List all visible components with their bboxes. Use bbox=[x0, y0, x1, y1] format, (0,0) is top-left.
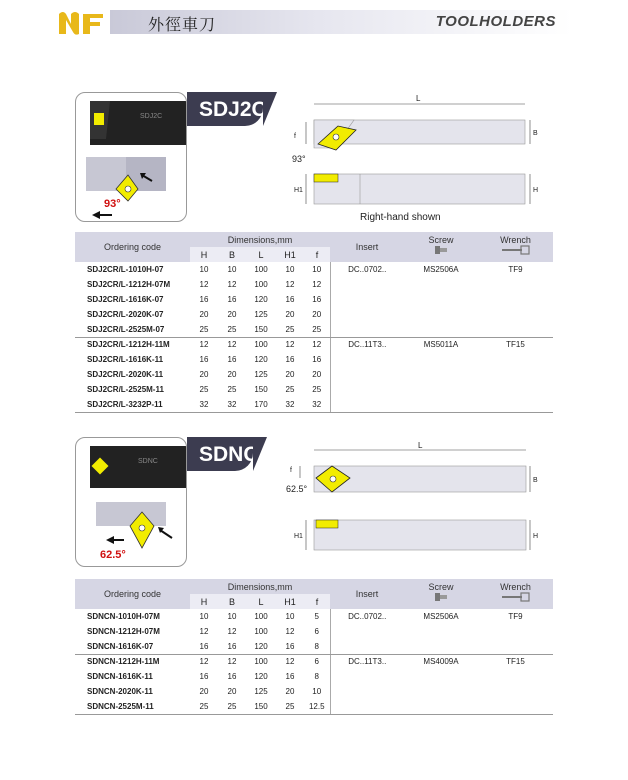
table-row bbox=[75, 382, 553, 397]
dimension-cell: 100 bbox=[254, 340, 268, 350]
dimension-cell: 5 bbox=[314, 612, 319, 621]
sdj2c-col-insert: Insert bbox=[330, 232, 404, 262]
dimension-cell: 20 bbox=[285, 310, 295, 319]
sdj2c-col-screw bbox=[404, 232, 478, 262]
screw-cell: MS2506A bbox=[423, 612, 459, 621]
wrench-cell bbox=[478, 624, 553, 639]
wrench-cell: TF15 bbox=[506, 657, 525, 667]
table-row bbox=[75, 397, 553, 412]
screw-cell bbox=[404, 367, 478, 382]
dimension-cell: 12 bbox=[227, 340, 237, 350]
dimension-cell: 25 bbox=[312, 385, 322, 394]
sdj2c-spec-table bbox=[75, 232, 553, 413]
dimension-cell: 16 bbox=[227, 672, 237, 681]
dimension-cell: 125 bbox=[254, 687, 268, 696]
insert-cell bbox=[330, 307, 404, 322]
dimension-cell: 32 bbox=[276, 397, 304, 412]
ordering-code-cell: SDNCN-1212H-11M bbox=[87, 657, 160, 667]
dimension-cell: 16 bbox=[276, 639, 304, 654]
dimension-cell: 32 bbox=[304, 397, 330, 412]
dimension-cell: 10 bbox=[199, 612, 209, 621]
screw-cell bbox=[404, 699, 478, 714]
right-hand-label: Right-hand shown bbox=[360, 212, 441, 223]
sdj2c-dim-B: B bbox=[533, 130, 538, 137]
ordering-code-cell: SDNCN-1212H-07M bbox=[87, 627, 160, 636]
dimension-cell: 8 bbox=[304, 639, 330, 654]
screw-cell: MS2506A bbox=[423, 265, 459, 274]
ordering-code-cell: SDNCN-2525M-11 bbox=[75, 699, 190, 714]
wrench-cell: TF9 bbox=[508, 612, 523, 621]
dimension-cell: 25 bbox=[218, 322, 246, 337]
table-row bbox=[75, 262, 553, 277]
sdnc-dim-H: H bbox=[533, 533, 539, 540]
ordering-code-cell: SDNCN-1010H-07M bbox=[87, 612, 160, 621]
table-row bbox=[75, 277, 553, 292]
dimension-cell: 12.5 bbox=[304, 699, 330, 714]
sdj2c-dim-H: H bbox=[533, 187, 539, 194]
sdj2c-col-wrench-label: Wrench bbox=[500, 235, 531, 245]
sdnc-col-ordering: Ordering code bbox=[75, 579, 190, 609]
table-row bbox=[75, 292, 553, 307]
dimension-cell: 12 bbox=[285, 657, 295, 667]
screw-cell bbox=[404, 624, 478, 639]
dimension-cell: 100 bbox=[254, 265, 268, 274]
dimension-cell: 25 bbox=[285, 385, 295, 394]
sdnc-dim-B: B bbox=[533, 477, 538, 484]
sdj2c-tag: SDJ2C bbox=[187, 92, 263, 126]
table-row bbox=[75, 654, 553, 669]
screw-cell bbox=[404, 307, 478, 322]
wrench-icon bbox=[501, 245, 531, 255]
dimension-cell: 20 bbox=[312, 310, 322, 319]
sdj2c-holder-text: SDJ2C bbox=[140, 113, 163, 120]
dimension-cell: 100 bbox=[254, 612, 268, 621]
table-row bbox=[75, 337, 553, 352]
sdnc-drawing-angle: 62.5° bbox=[286, 484, 308, 494]
dimension-cell: 170 bbox=[246, 397, 276, 412]
dimension-cell: 32 bbox=[190, 397, 218, 412]
insert-cell bbox=[330, 669, 404, 684]
sdnc-col-screw bbox=[404, 579, 478, 609]
dimension-cell: 120 bbox=[246, 639, 276, 654]
sdnc-dim-H1: H1 bbox=[294, 533, 303, 540]
page-title: 外徑車刀 bbox=[148, 15, 217, 34]
table-row bbox=[75, 699, 553, 714]
screw-cell: MS4009A bbox=[423, 657, 459, 667]
dimension-cell: 16 bbox=[285, 672, 295, 681]
sdj2c-sub-L: L bbox=[246, 247, 276, 262]
sdj2c-col-dimensions: Dimensions,mm bbox=[190, 232, 330, 247]
screw-icon bbox=[434, 592, 448, 602]
wrench-cell: TF15 bbox=[506, 340, 525, 350]
wrench-cell bbox=[478, 639, 553, 654]
sdj2c-col-ordering: Ordering code bbox=[75, 232, 190, 262]
dimension-cell: 16 bbox=[190, 639, 218, 654]
table-row bbox=[75, 352, 553, 367]
dimension-cell: 16 bbox=[312, 295, 322, 304]
sdj2c-dim-H1: H1 bbox=[294, 187, 303, 194]
wrench-cell bbox=[478, 307, 553, 322]
sdnc-dim-L: L bbox=[418, 441, 423, 450]
dimension-cell: 12 bbox=[312, 340, 322, 350]
ordering-code-cell: SDJ2CR/L-2020K-11 bbox=[87, 370, 164, 379]
sdj2c-dim-f: f bbox=[294, 133, 296, 140]
dimension-cell: 100 bbox=[254, 280, 268, 289]
sdnc-sub-H: H bbox=[190, 594, 218, 609]
sdj2c-dim-L: L bbox=[416, 94, 421, 103]
sdnc-holder-text: SDNC bbox=[138, 458, 158, 465]
dimension-cell: 32 bbox=[218, 397, 246, 412]
screw-cell bbox=[404, 684, 478, 699]
screw-icon bbox=[434, 245, 448, 255]
wrench-cell bbox=[478, 397, 553, 412]
ordering-code-cell: SDJ2CR/L-1616K-07 bbox=[87, 295, 164, 304]
sdnc-sub-f: f bbox=[304, 594, 330, 609]
dimension-cell: 25 bbox=[276, 322, 304, 337]
dimension-cell: 20 bbox=[199, 687, 209, 696]
dimension-cell: 20 bbox=[285, 687, 295, 696]
dimension-cell: 16 bbox=[199, 295, 209, 304]
screw-cell bbox=[404, 397, 478, 412]
dimension-cell: 20 bbox=[227, 687, 237, 696]
screw-cell bbox=[404, 669, 478, 684]
wrench-cell bbox=[478, 277, 553, 292]
wrench-cell bbox=[478, 367, 553, 382]
dimension-cell: 20 bbox=[285, 370, 295, 379]
dimension-cell: 125 bbox=[254, 370, 268, 379]
ordering-code-cell: SDNCN-1616K-07 bbox=[75, 639, 190, 654]
screw-cell: MS5011A bbox=[423, 340, 459, 350]
dimension-cell: 10 bbox=[227, 612, 237, 621]
dimension-cell: 20 bbox=[199, 310, 209, 319]
dimension-cell: 12 bbox=[227, 280, 237, 289]
sdnc-col-screw-label: Screw bbox=[428, 582, 454, 592]
dimension-cell: 6 bbox=[314, 627, 319, 636]
sdnc-dim-f: f bbox=[290, 467, 292, 474]
dimension-cell: 20 bbox=[199, 370, 209, 379]
dimension-cell: 12 bbox=[199, 280, 209, 289]
sdj2c-col-screw-label: Screw bbox=[428, 235, 454, 245]
ordering-code-cell: SDJ2CR/L-2020K-07 bbox=[87, 310, 164, 319]
dimension-cell: 100 bbox=[254, 657, 268, 667]
dimension-cell: 10 bbox=[199, 265, 209, 274]
dimension-cell: 12 bbox=[199, 657, 209, 667]
insert-cell bbox=[330, 639, 404, 654]
table-row bbox=[75, 322, 553, 337]
dimension-cell: 150 bbox=[246, 699, 276, 714]
wrench-cell: TF9 bbox=[508, 265, 523, 274]
sdnc-drawing bbox=[280, 440, 555, 558]
table-row bbox=[75, 639, 553, 654]
wrench-cell bbox=[478, 322, 553, 337]
dimension-cell: 10 bbox=[285, 265, 295, 274]
wrench-cell bbox=[478, 292, 553, 307]
company-logo bbox=[57, 10, 107, 36]
ordering-code-cell: SDNCN-2020K-11 bbox=[87, 687, 153, 696]
dimension-cell: 16 bbox=[218, 639, 246, 654]
sdnc-tag: SDNC bbox=[187, 437, 253, 471]
ordering-code-cell: SDJ2CR/L-1616K-11 bbox=[87, 355, 164, 364]
wrench-cell bbox=[478, 352, 553, 367]
insert-cell bbox=[330, 292, 404, 307]
dimension-cell: 12 bbox=[312, 280, 322, 289]
dimension-cell: 12 bbox=[227, 627, 237, 636]
dimension-cell: 20 bbox=[227, 310, 237, 319]
dimension-cell: 16 bbox=[285, 295, 295, 304]
insert-cell: DC..0702.. bbox=[330, 262, 404, 277]
dimension-cell: 16 bbox=[312, 355, 322, 364]
wrench-cell bbox=[478, 699, 553, 714]
dimension-cell: 25 bbox=[304, 322, 330, 337]
wrench-cell bbox=[478, 669, 553, 684]
sdnc-sub-B: B bbox=[218, 594, 246, 609]
insert-cell bbox=[330, 277, 404, 292]
insert-cell bbox=[330, 699, 404, 714]
sdnc-angle-label: 62.5° bbox=[100, 549, 126, 561]
ordering-code-cell: SDJ2CR/L-1212H-07M bbox=[87, 280, 171, 289]
sdnc-col-dimensions: Dimensions,mm bbox=[190, 579, 330, 594]
dimension-cell: 120 bbox=[254, 672, 268, 681]
sdnc-sub-H1: H1 bbox=[276, 594, 304, 609]
insert-cell bbox=[330, 322, 404, 337]
insert-cell: DC..0702.. bbox=[330, 609, 404, 624]
wrench-cell bbox=[478, 382, 553, 397]
sdnc-photo-box bbox=[75, 437, 187, 567]
screw-cell bbox=[404, 352, 478, 367]
sdnc-sub-L: L bbox=[246, 594, 276, 609]
dimension-cell: 10 bbox=[312, 265, 322, 274]
dimension-cell: 100 bbox=[254, 627, 268, 636]
table-row bbox=[75, 609, 553, 624]
dimension-cell: 150 bbox=[254, 385, 268, 394]
ordering-code-cell: SDNCN-1616K-11 bbox=[87, 672, 153, 681]
section-title: TOOLHOLDERS bbox=[435, 13, 556, 30]
dimension-cell: 25 bbox=[199, 385, 209, 394]
dimension-cell: 20 bbox=[227, 370, 237, 379]
dimension-cell: 25 bbox=[227, 385, 237, 394]
dimension-cell: 12 bbox=[227, 657, 237, 667]
dimension-cell: 25 bbox=[276, 699, 304, 714]
sdj2c-sub-H1: H1 bbox=[276, 247, 304, 262]
dimension-cell: 8 bbox=[314, 672, 319, 681]
sdnc-col-insert: Insert bbox=[330, 579, 404, 609]
dimension-cell: 6 bbox=[314, 657, 319, 667]
dimension-cell: 16 bbox=[199, 672, 209, 681]
screw-cell bbox=[404, 277, 478, 292]
ordering-code-cell: SDJ2CR/L-2525M-07 bbox=[75, 322, 190, 337]
dimension-cell: 12 bbox=[285, 280, 295, 289]
insert-cell bbox=[330, 352, 404, 367]
ordering-code-cell: SDJ2CR/L-1010H-07 bbox=[87, 265, 164, 274]
screw-cell bbox=[404, 639, 478, 654]
table-row bbox=[75, 624, 553, 639]
sdj2c-sub-H: H bbox=[190, 247, 218, 262]
dimension-cell: 12 bbox=[285, 627, 295, 636]
ordering-code-cell: SDJ2CR/L-3232P-11 bbox=[75, 397, 190, 412]
dimension-cell: 25 bbox=[218, 699, 246, 714]
table-row bbox=[75, 307, 553, 322]
screw-cell bbox=[404, 382, 478, 397]
sdnc-col-wrench bbox=[478, 579, 553, 609]
screw-cell bbox=[404, 292, 478, 307]
insert-cell: DC..11T3.. bbox=[330, 337, 404, 352]
dimension-cell: 12 bbox=[199, 340, 209, 350]
wrench-cell bbox=[478, 684, 553, 699]
dimension-cell: 10 bbox=[227, 265, 237, 274]
dimension-cell: 10 bbox=[285, 612, 295, 621]
sdnc-product-image bbox=[76, 438, 187, 567]
sdj2c-drawing-angle: 93° bbox=[292, 154, 306, 164]
sdnc-spec-table bbox=[75, 579, 553, 715]
dimension-cell: 120 bbox=[254, 295, 268, 304]
dimension-cell: 16 bbox=[227, 295, 237, 304]
sdnc-col-wrench-label: Wrench bbox=[500, 582, 531, 592]
dimension-cell: 25 bbox=[190, 322, 218, 337]
sdj2c-sub-f: f bbox=[304, 247, 330, 262]
sdj2c-drawing bbox=[290, 92, 552, 212]
sdj2c-sub-B: B bbox=[218, 247, 246, 262]
sdj2c-product-image bbox=[76, 93, 187, 222]
table-row bbox=[75, 669, 553, 684]
dimension-cell: 10 bbox=[312, 687, 322, 696]
dimension-cell: 12 bbox=[199, 627, 209, 636]
dimension-cell: 120 bbox=[254, 355, 268, 364]
dimension-cell: 20 bbox=[312, 370, 322, 379]
dimension-cell: 16 bbox=[227, 355, 237, 364]
insert-cell: DC..11T3.. bbox=[330, 654, 404, 669]
dimension-cell: 16 bbox=[199, 355, 209, 364]
table-row bbox=[75, 367, 553, 382]
sdj2c-col-wrench bbox=[478, 232, 553, 262]
dimension-cell: 125 bbox=[254, 310, 268, 319]
ordering-code-cell: SDJ2CR/L-1212H-11M bbox=[87, 340, 170, 350]
ordering-code-cell: SDJ2CR/L-2525M-11 bbox=[87, 385, 164, 394]
dimension-cell: 12 bbox=[285, 340, 295, 350]
insert-cell bbox=[330, 684, 404, 699]
insert-cell bbox=[330, 382, 404, 397]
table-row bbox=[75, 684, 553, 699]
insert-cell bbox=[330, 624, 404, 639]
dimension-cell: 150 bbox=[246, 322, 276, 337]
insert-cell bbox=[330, 397, 404, 412]
screw-cell bbox=[404, 322, 478, 337]
dimension-cell: 25 bbox=[190, 699, 218, 714]
dimension-cell: 16 bbox=[285, 355, 295, 364]
insert-cell bbox=[330, 367, 404, 382]
sdj2c-photo-box bbox=[75, 92, 187, 222]
wrench-icon bbox=[501, 592, 531, 602]
sdj2c-angle-label: 93° bbox=[104, 198, 121, 210]
